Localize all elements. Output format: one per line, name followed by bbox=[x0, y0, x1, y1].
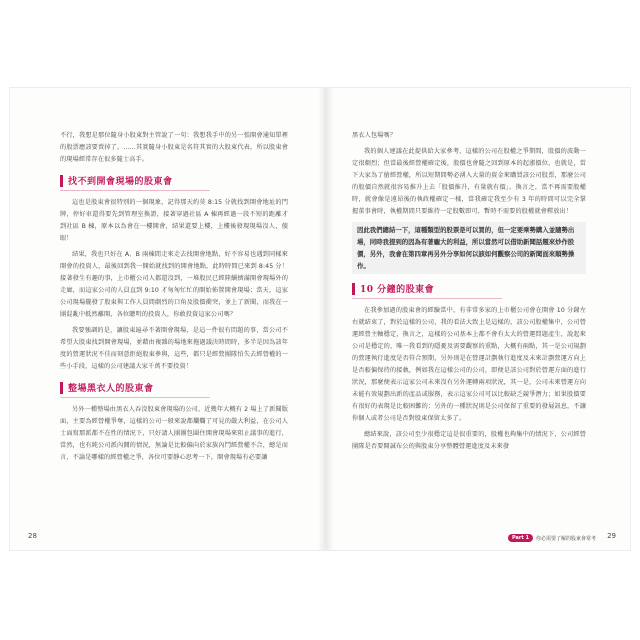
body-paragraph: 另外一種整場由黑衣人吞沒股東會現場的公司，近幾年大概有 2 場上了新聞版面，主要為經營權爭奪，這樣的公司一般來說都爛爛了可見的嚴大利益，在公司人士面寫那派都不在性的情況下，只好請人團團包圍住開會現場來阻止議事的進行，當然，也有純公司派內鬨的情況，無論是比較偏向於家族內鬥經營權不合，總是而言，不論是哪樣的經營權之爭，各位可要靜心思考一下，開會現場有必要讓 bbox=[60, 406, 288, 461]
right-page bbox=[320, 88, 630, 550]
body-paragraph: 這也是股東會很特別的一個現象，記得那天約莫 8:15 分就找到開會地址的門牌，停好車還得要先到管理室換證，接著穿過社區 A 棟再經過一段不短的距離才到社區 B 棟，原本以為會在一樓開會，結果還要上樓，上樓後發現現場沒人，傻眼！ bbox=[60, 199, 288, 242]
body-paragraph: 在我參加過的股東會的經驗當中，有非常多家的上市櫃公司會在開會 10 分鐘左右就結束了，對於這樣的公司，我的看法大致上是這樣的，該公司股權集中，公司營運經營主軸穩定，換言之，這樣的公司基本上都不會有太大的營運問題產生，說起來公司是穩定的，唯一我看到的隱憂及需要觀察的重點，大概有兩點，其一是公司規劃的營運執行進度是否符合預期，另外則是在營運計劃執行進度及未來計劃營運方向上是否較偏保持的接軌，例如我在這樣公司的公司，即便是該公司對於營運方面的進行狀況，那麼便表示這家公司未來沒有另外運轉兩項狀況，其一是，公司未來營運方向未能有效規劃出新的產品或服務，表示這家公司可以比較缺乏競爭潛力；如果股價要有很好的表現是比較困難的；另外的一種狀況則是公司保留了重要的發展訊息，不讓你個人或者公司是否對股東保留太多了。 bbox=[352, 307, 586, 422]
book-spread bbox=[10, 88, 630, 550]
page-number: 28 bbox=[28, 532, 37, 540]
section-title: 10 分鐘的股東會 bbox=[360, 285, 435, 295]
heading-accent-bar bbox=[352, 283, 355, 295]
page-number: 29 bbox=[607, 532, 616, 540]
right-page-column bbox=[352, 130, 586, 457]
left-page bbox=[10, 88, 320, 550]
section-title: 找不到開會現場的股東會 bbox=[68, 177, 173, 187]
left-intro-paragraph: 不行，我想是那位隨身小股東對主管說了一句：我想我手中的另一張開會通知單裡的股票應該要賣掉了。……其實隨身小股東是名符其實的大股東代表，所以股東會的現場經常存在很多隨士高手。 bbox=[60, 132, 288, 163]
summary-note-box: 因此我們總結一下，這種類型的股票是可以買的，但一定要乘勢購入並隨勢出場，同時我提到的因為有著龐大的利益，所以當然可以借助新聞話題來炒作股價，另外，我會在第四章再另外分享如何以該如何觀察公司的新聞面來順勢操作。 bbox=[352, 222, 586, 274]
body-paragraph: 總結來說，該公司至少很穩定這是很重要的，股權也夠集中的情況下，公司經營團隊是否要開誠布公的與股東分享整體營運進度及未來發 bbox=[352, 431, 586, 450]
body-paragraph: 結果，我也只好在 A、B 兩棟間走來走去找開會地點，好不容易也遇到同樣來開會的投資人，最後回到我一開始就找到的開會地點，此時時間已來到 8:45 分！接著發生有趣的事，上市櫃公司人都還沒到，一堆股民已經陸續擠滿開會現場外的走廊，而這家公司的人員直到 9:10 才匆匆忙忙的開始佈置開會現場；當天，這家公司現場擺發了股東與工作人員間劇烈的口角及股價衝突，並上了新聞，而我在一團混亂中抵然離開，各位聰明的投資人，你敢投資這家公司嗎？ bbox=[60, 251, 288, 318]
right-intro-paragraph: 黑衣人包場嗎？ bbox=[352, 132, 397, 139]
chapter-title: 你必需要了解的股東會常考 bbox=[535, 535, 596, 542]
running-footer bbox=[508, 534, 596, 542]
part-badge: Part 1 bbox=[508, 534, 533, 542]
section-title: 整場黑衣人的股東會 bbox=[68, 384, 154, 394]
body-paragraph: 我要強調的是，讓股東遍尋不著開會現場，是這一件很有問題的事，當公司不希望大股東找到開會現場，並藉由複雜的場地來拖過議決時間時，多半是因為該年度的營運狀況不佳而刻意拒絕股東參與，這些，都只是經營團隊怕失去經營權的一些小手段，這樣的公司建議大家千萬不要投資！ bbox=[60, 327, 288, 370]
body-paragraph: 我的個人建議在此提供給大家參考，這樣的公司在股權之爭期間，股價的波動一定很劇烈；但當最後經營權確定後，股價也會隨之回到原本的起漲價位，也就是，當下大家為了搶經營權，所以短期間勢必湧入大量的資金來購買該公司股票，那麼公司的股價自然就很容易推升上去「股價推升，有量就有價」。換言之，當不再需要股權時，就會像是遠昂後的執政權確定一樣，當我確定我至少有 3 年的時間可以完全掌握董事會時，執權期間只要維持一定股數即可，暫時不需要的股權就會釋放出！ bbox=[352, 148, 586, 215]
heading-accent-bar bbox=[60, 175, 63, 187]
section-heading-ten-minute bbox=[352, 282, 502, 299]
section-heading-black-suits bbox=[60, 381, 210, 398]
heading-accent-bar bbox=[60, 382, 63, 394]
left-page-column bbox=[60, 130, 288, 468]
section-heading-no-venue bbox=[60, 174, 210, 191]
